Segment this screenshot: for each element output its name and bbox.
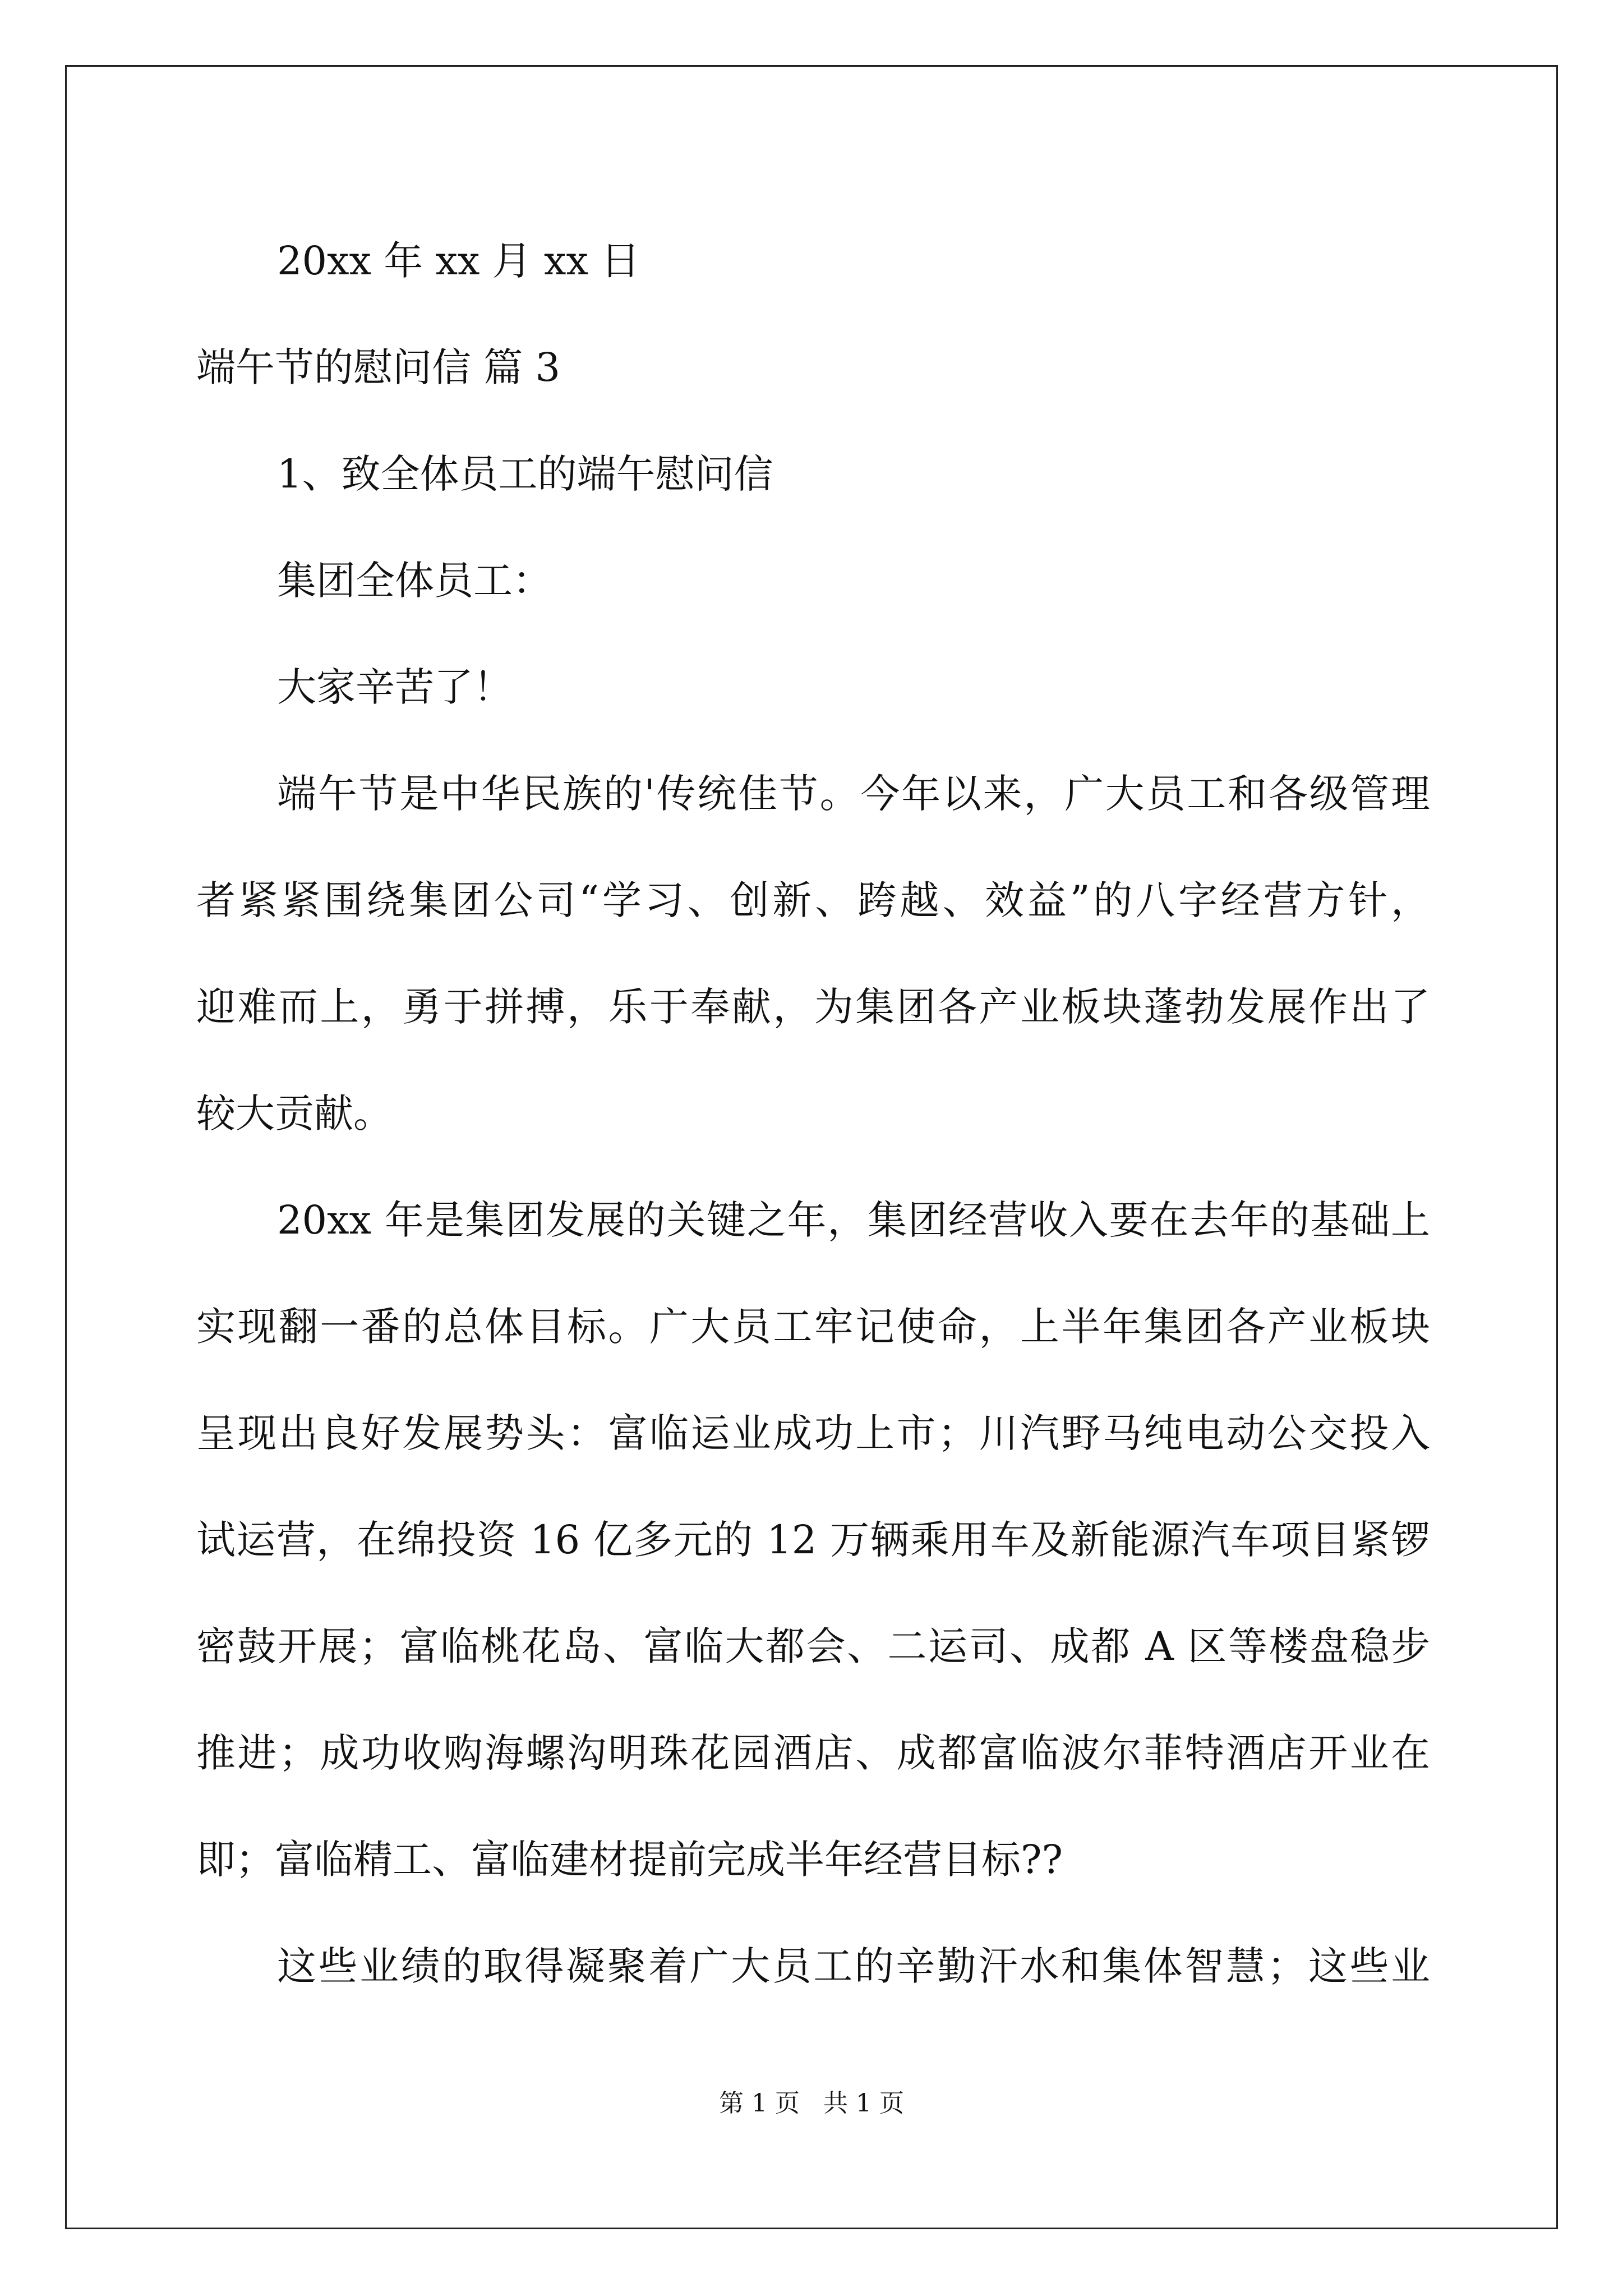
salutation: 集团全体员工：: [277, 558, 552, 604]
paragraph-line: 端午节是中华民族的'传统佳节。今年以来，广大员工和各级管理: [277, 771, 1430, 817]
page-footer: 第 1 页 共 1 页: [719, 2089, 904, 2118]
paragraph-line: 实现翻一番的总体目标。广大员工牢记使命，上半年集团各产业板块: [196, 1304, 1430, 1350]
section-title: 端午节的慰问信 篇 3: [196, 344, 561, 390]
document-body: [196, 208, 1430, 2019]
greeting: 大家辛苦了！: [277, 664, 513, 710]
paragraph-line: 迎难而上，勇于拼搏，乐于奉献，为集团各产业板块蓬勃发展作出了: [196, 984, 1430, 1030]
paragraph-line: 即；富临精工、富临建材提前完成半年经营目标??: [196, 1837, 1063, 1883]
date-line: 20xx 年 xx 月 xx 日: [277, 238, 640, 284]
paragraph-line: 密鼓开展；富临桃花岛、富临大都会、二运司、成都 A 区等楼盘稳步: [196, 1623, 1430, 1669]
paragraph-line: 试运营，在绵投资 16 亿多元的 12 万辆乘用车及新能源汽车项目紧锣: [196, 1517, 1430, 1563]
letter-heading: 1、致全体员工的端午慰问信: [277, 451, 773, 497]
paragraph-line: 者紧紧围绕集团公司“学习、创新、跨越、效益”的八字经营方针，: [196, 877, 1430, 923]
paragraph-line: 20xx 年是集团发展的关键之年，集团经营收入要在去年的基础上: [277, 1197, 1430, 1243]
paragraph-line: 呈现出良好发展势头：富临运业成功上市；川汽野马纯电动公交投入: [196, 1410, 1430, 1456]
paragraph-line: 这些业绩的取得凝聚着广大员工的辛勤汗水和集体智慧；这些业: [277, 1943, 1430, 1989]
paragraph-line: 推进；成功收购海螺沟明珠花园酒店、成都富临波尔菲特酒店开业在: [196, 1730, 1430, 1776]
paragraph-line: 较大贡献。: [196, 1091, 393, 1137]
